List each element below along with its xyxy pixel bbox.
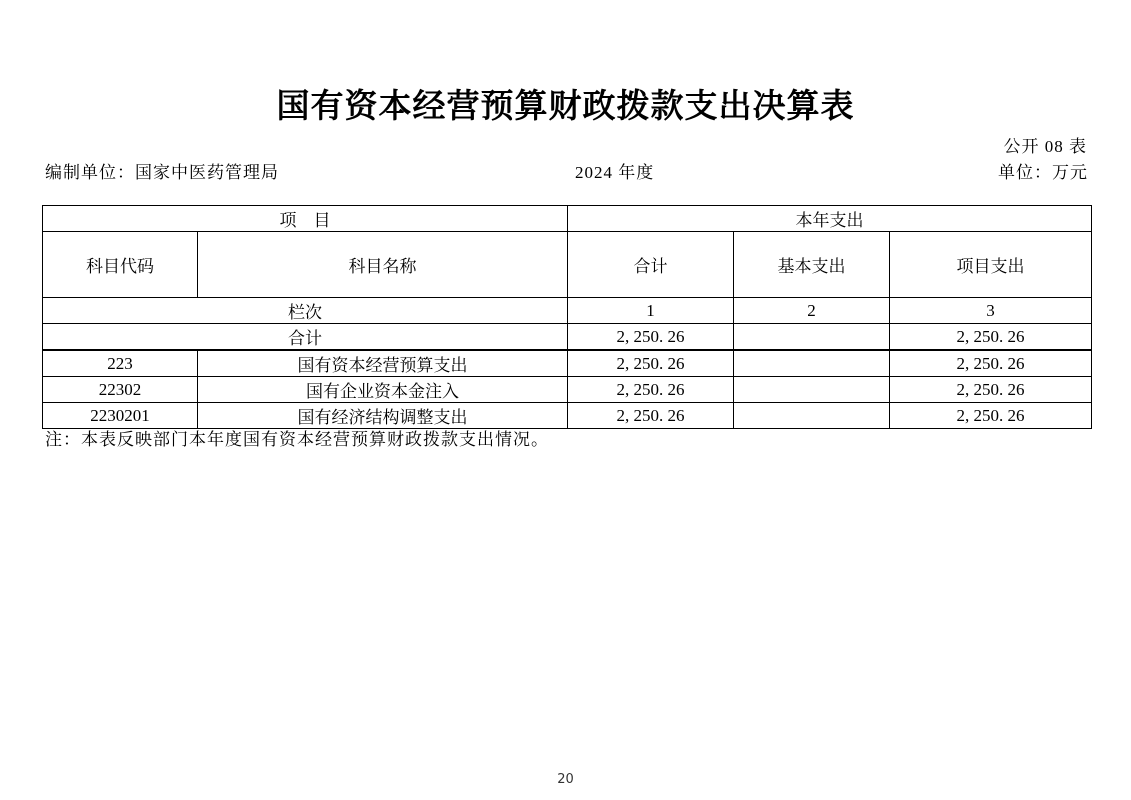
- col-group-year-expenditure: 本年支出: [568, 206, 1092, 232]
- row-basic-value: [734, 377, 890, 403]
- row-total-value: 2, 250. 26: [568, 350, 734, 377]
- total-row-label: 合计: [43, 324, 568, 351]
- col-group-item: 项 目: [43, 206, 568, 232]
- row-project-value: 2, 250. 26: [890, 403, 1092, 429]
- row-subject-name: 国有资本经营预算支出: [198, 350, 568, 377]
- unit-label: 单位：万元: [998, 163, 1088, 182]
- row-project-value: 2, 250. 26: [890, 350, 1092, 377]
- table-column-index-row: [43, 298, 1092, 324]
- page-number: 20: [557, 772, 574, 787]
- row-subject-code: 2230201: [43, 403, 198, 429]
- prepared-by-label: 编制单位：国家中医药管理局: [45, 163, 279, 182]
- row-total-value: 2, 250. 26: [568, 403, 734, 429]
- row-subject-code: 223: [43, 350, 198, 377]
- row-basic-value: [734, 403, 890, 429]
- row-subject-name: 国有企业资本金注入: [198, 377, 568, 403]
- row-basic-value: [734, 350, 890, 377]
- row-project-value: 2, 250. 26: [890, 377, 1092, 403]
- column-index-label: 栏次: [43, 298, 568, 324]
- column-index-1: 1: [568, 298, 734, 324]
- row-subject-name: 国有经济结构调整支出: [198, 403, 568, 429]
- form-code-label: 公开 08 表: [1003, 137, 1087, 156]
- page-title: 国有资本经营预算财政拨款支出决算表: [276, 89, 855, 125]
- col-header-project-expenditure: 项目支出: [890, 232, 1092, 298]
- table-header-group-row: [43, 206, 1092, 232]
- note-text: 注：本表反映部门本年度国有资本经营预算财政拨款支出情况。: [45, 430, 549, 449]
- col-header-total: 合计: [568, 232, 734, 298]
- col-header-subject-name: 科目名称: [198, 232, 568, 298]
- table-row-total: [43, 324, 1092, 351]
- table-header-columns-row: [43, 232, 1092, 298]
- col-header-subject-code: 科目代码: [43, 232, 198, 298]
- fiscal-year-label: 2024 年度: [575, 163, 655, 182]
- column-index-2: 2: [734, 298, 890, 324]
- total-row-total-value: 2, 250. 26: [568, 324, 734, 351]
- column-index-3: 3: [890, 298, 1092, 324]
- total-row-project-value: 2, 250. 26: [890, 324, 1092, 351]
- row-total-value: 2, 250. 26: [568, 377, 734, 403]
- row-subject-code: 22302: [43, 377, 198, 403]
- col-header-basic-expenditure: 基本支出: [734, 232, 890, 298]
- table-row: [43, 350, 1092, 377]
- total-row-basic-value: [734, 324, 890, 351]
- fiscal-appropriation-table: [42, 205, 1092, 429]
- table-row: [43, 377, 1092, 403]
